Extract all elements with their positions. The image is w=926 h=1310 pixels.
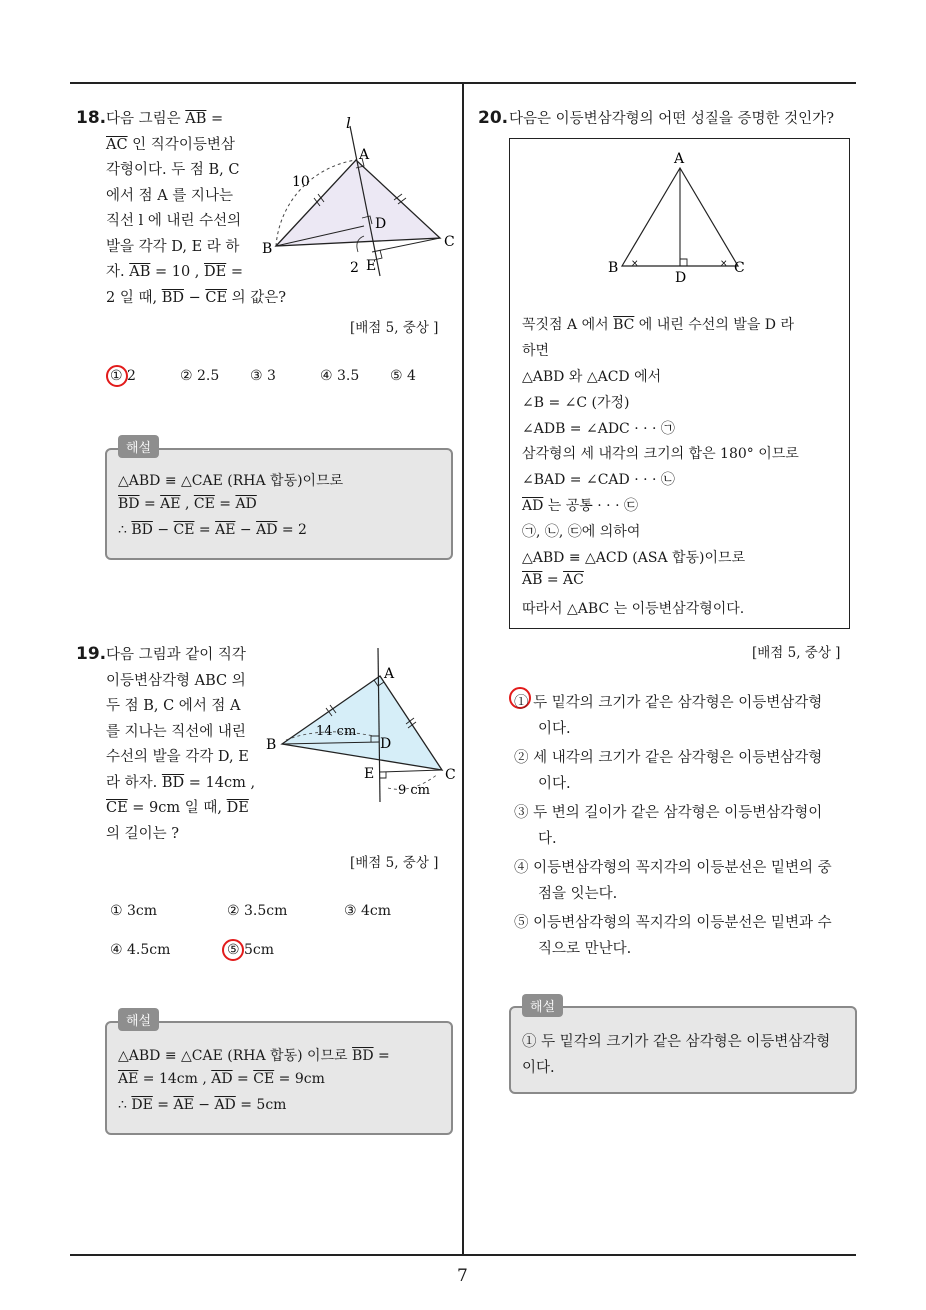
label-e: E <box>366 258 377 274</box>
choice-5[interactable]: ⑤ 5cm <box>227 942 275 958</box>
question-19-line: $\overline{CE} = 9cm$ 일 때, $\overline{DE}$ <box>106 800 249 816</box>
label-a: A <box>359 147 370 163</box>
label-b: B <box>608 260 619 276</box>
explanation-line: ∴ $\overline{DE} = \overline{AE} - \overline{AD} = 5cm$ <box>118 1097 287 1113</box>
bottom-rule <box>70 1254 856 1256</box>
question-20-figure <box>600 146 760 286</box>
explanation-line: $\overline{AE} = 14cm$ , $\overline{AD} = \overline{CE} = 9cm$ <box>118 1071 325 1087</box>
label-2: 2 <box>350 260 359 276</box>
proof-line: △ABD ≡ △ACD (ASA 합동)이므로 <box>522 550 746 566</box>
question-19-figure <box>262 648 462 804</box>
label-c: C <box>444 234 455 250</box>
question-18-number: 18. <box>76 108 107 128</box>
choice-4[interactable]: ④ 이등변삼각형의 꼭지각의 이등분선은 밑변의 중 <box>514 860 832 876</box>
question-19-line: 라 하자. $\overline{BD} = 14cm$ , <box>106 775 256 791</box>
question-18-line: 발을 각각 D, E 라 하 <box>106 239 240 255</box>
question-19-line: 이등변삼각형 ABC 의 <box>106 673 246 689</box>
explanation-line: ∴ $\overline{BD} - \overline{CE} = \overline{AE} - \overline{AD} = 2$ <box>118 522 307 538</box>
angle-tick-c: × <box>720 259 728 269</box>
question-19-line: 다음 그림과 같이 직각 <box>106 647 246 663</box>
proof-line: ∠B = ∠C (가정) <box>522 395 630 411</box>
label-c: C <box>734 260 745 276</box>
proof-line: △ABD 와 △ACD 에서 <box>522 369 662 385</box>
choice-5[interactable]: ⑤ 이등변삼각형의 꼭지각의 이등분선은 밑변과 수 <box>514 915 832 931</box>
choice-3[interactable]: ③ 4cm <box>344 903 392 919</box>
choice-2[interactable]: ② 세 내각의 크기가 같은 삼각형은 이등변삼각형 <box>514 750 823 766</box>
choice-2-cont: 이다. <box>538 776 571 792</box>
question-18-line: 다음 그림은 $\overline{AB}$ = <box>106 111 224 127</box>
explanation-line: ① 두 밑각의 크기가 같은 삼각형은 이등변삼각형 <box>522 1034 831 1050</box>
choice-4[interactable]: ④ 4.5cm <box>110 942 171 958</box>
question-20-text: 다음은 이등변삼각형의 어떤 성질을 증명한 것인가? <box>509 111 834 127</box>
choice-1[interactable]: ① 3cm <box>110 903 158 919</box>
label-10: 10 <box>292 174 310 190</box>
question-19-score: [배점 5, 중상 ] <box>350 855 439 871</box>
segment-ce <box>380 770 442 772</box>
label-a: A <box>384 666 395 682</box>
page-number: 7 <box>457 1266 468 1286</box>
label-d: D <box>675 270 687 286</box>
choice-1[interactable]: ① 두 밑각의 크기가 같은 삼각형은 이등변삼각형 <box>514 695 823 711</box>
question-19-line: 를 지나는 직선에 내린 <box>106 724 246 740</box>
proof-line: 삼각형의 세 내각의 크기의 합은 180° 이므로 <box>522 446 799 462</box>
angle-tick-b: × <box>631 259 639 269</box>
label-b: B <box>266 737 277 753</box>
question-20-number: 20. <box>478 108 509 128</box>
explanation-line: △ABD ≡ △CAE (RHA 합동) 이므로 $\overline{BD}$ = <box>118 1048 390 1064</box>
choice-4-cont: 점을 잇는다. <box>538 886 618 902</box>
choice-4[interactable]: ④ 3.5 <box>320 368 360 384</box>
label-b: B <box>262 241 273 257</box>
question-18-line: 직선 l 에 내린 수선의 <box>106 213 242 229</box>
explanation-line: △ABD ≡ △CAE (RHA 합동)이므로 <box>118 473 344 489</box>
proof-line: ∠ADB = ∠ADC · · · ㉠ <box>522 421 675 437</box>
choice-1-cont: 이다. <box>538 721 571 737</box>
choice-1[interactable]: ① 2 <box>110 368 136 384</box>
question-19-number: 19. <box>76 644 107 664</box>
label-a: A <box>674 151 685 167</box>
proof-line: 하면 <box>522 343 550 359</box>
question-18-figure <box>258 108 458 280</box>
label-d: D <box>380 736 392 752</box>
explanation-tag: 해설 <box>118 435 159 458</box>
proof-line: ∠BAD = ∠CAD · · · ㉡ <box>522 472 675 488</box>
question-18-line: 각형이다. 두 점 B, C <box>106 162 240 178</box>
choice-3-cont: 다. <box>538 831 557 847</box>
proof-line: $\overline{AB} = \overline{AC}$ <box>522 572 584 588</box>
label-9cm: 9 cm <box>398 783 431 798</box>
question-18-line: 에서 점 A 를 지나는 <box>106 188 233 204</box>
explanation-line: 이다. <box>522 1060 555 1076</box>
choice-3[interactable]: ③ 3 <box>250 368 276 384</box>
choice-2[interactable]: ② 3.5cm <box>227 903 288 919</box>
question-18-score: [배점 5, 중상 ] <box>350 320 439 336</box>
question-18-line: $\overline{AC}$ 인 직각이등변삼 <box>106 137 235 153</box>
question-19-line: 두 점 B, C 에서 점 A <box>106 698 241 714</box>
choice-5-cont: 직으로 만난다. <box>538 941 632 957</box>
question-20-score: [배점 5, 중상 ] <box>752 645 841 661</box>
choice-2[interactable]: ② 2.5 <box>180 368 220 384</box>
label-l: l <box>346 114 351 132</box>
choice-3[interactable]: ③ 두 변의 길이가 같은 삼각형은 이등변삼각형이 <box>514 805 823 821</box>
label-e: E <box>364 766 375 782</box>
proof-line: $\overline{AD}$ 는 공통 · · · ㉢ <box>522 498 638 514</box>
explanation-tag: 해설 <box>118 1008 159 1031</box>
question-18-line: 자. $\overline{AB} = 10$ , $\overline{DE}$ = <box>106 264 244 280</box>
triangle-abc <box>276 160 440 246</box>
label-d: D <box>375 216 387 232</box>
choice-5[interactable]: ⑤ 4 <box>390 368 416 384</box>
question-18-line: 2 일 때, $\overline{BD} - \overline{CE}$ 의 값은? <box>106 290 287 306</box>
column-divider <box>462 83 464 1255</box>
label-c: C <box>445 767 456 783</box>
explanation-line: $\overline{BD} = \overline{AE}$ , $\overline{CE} = \overline{AD}$ <box>118 496 257 512</box>
right-angle-e <box>380 772 386 778</box>
right-angle-d <box>680 259 687 266</box>
question-19-line: 수선의 발을 각각 D, E <box>106 749 249 765</box>
proof-line: ㉠, ㉡, ㉢에 의하여 <box>522 524 641 540</box>
triangle-abc <box>282 676 442 770</box>
label-14cm: 14 cm <box>316 724 357 739</box>
proof-line: 따라서 △ABC 는 이등변삼각형이다. <box>522 601 745 617</box>
question-19-line: 의 길이는 ? <box>106 826 180 842</box>
proof-line: 꼭짓점 A 에서 $\overline{BC}$ 에 내린 수선의 발을 D 라 <box>522 317 795 333</box>
explanation-tag: 해설 <box>522 994 563 1017</box>
